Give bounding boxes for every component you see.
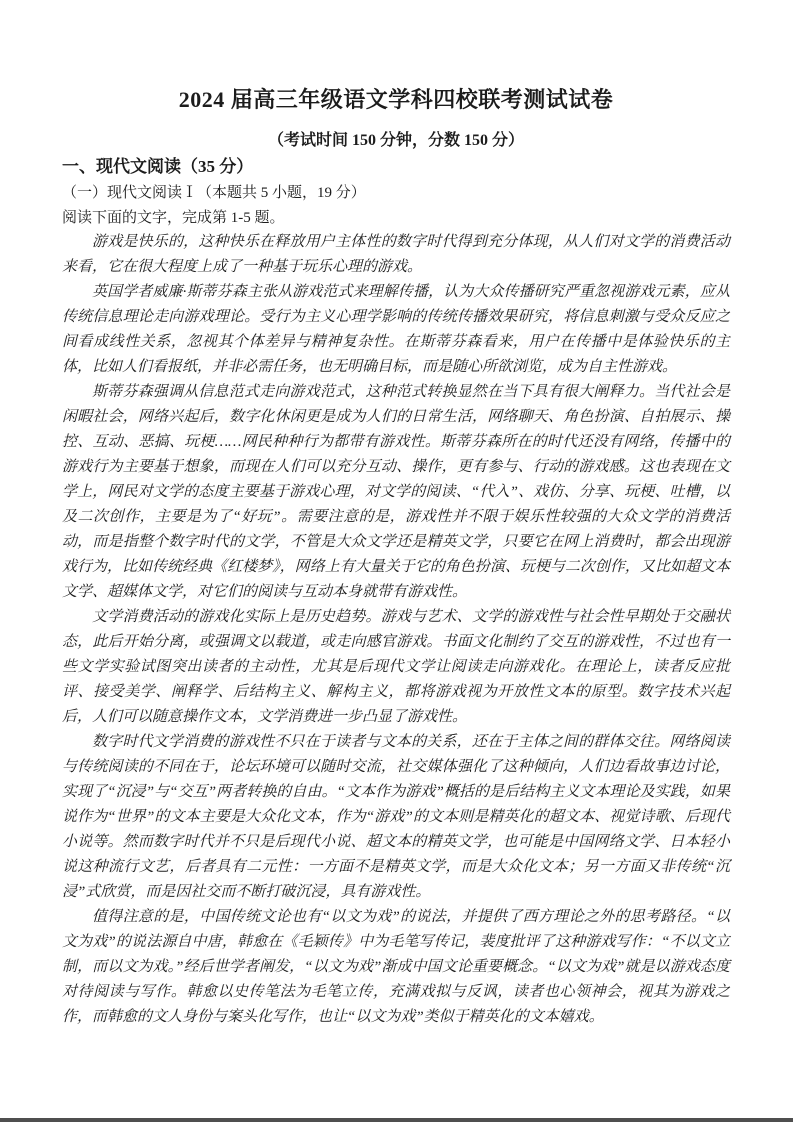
subsection-heading-reading-one: （一）现代文阅读Ⅰ（本题共 5 小题，19 分） <box>62 185 366 201</box>
article-paragraph: 斯蒂芬森强调从信息范式走向游戏范式，这种范式转换显然在当下具有很大阐释力。当代社会是闲暇社会，网络兴起后，数字化休闲更是成为人们的日常生活，网络聊天、角色扮演、自拍展示、操控、互动、恶搞、玩梗……网民种种行为都带有游戏性。斯蒂芬森所在的时代还没有网络，传播中的游戏行为主要基于想象，而现在人们可以充分互动、操作，更有参与、行动的游戏感。这也表现在文学上，网民对文学的态度主要基于游戏心理，对文学的阅读、“代入”、戏仿、分享、玩梗、吐槽，以及二次创作，主要是为了“好玩”。需要注意的是，游戏性并不限于娱乐性较强的大众文学的消费活动，而是指整个数字时代的文学，不管是大众文学还是精英文学，只要它在网上消费时，都会出现游戏行为，比如传统经典《红楼梦》，网络上有大量关于它的角色扮演、玩梗与二次创作，又比如超文本文学、超媒体文学，对它们的阅读与互动本身就带有游戏性。 <box>62 384 730 600</box>
article-paragraph: 数字时代文学消费的游戏性不只在于读者与文本的关系，还在于主体之间的群体交往。网络阅读与传统阅读的不同在于，论坛环境可以随时交流，社交媒体强化了这种倾向，人们边看故事边讨论，实现了“沉浸”与“交互”两者转换的自由。“文本作为游戏”概括的是后结构主义文本理论及实践，如果说作为“世界”的文本主要是大众化文本，作为“游戏”的文本则是精英化的超文本、视觉诗歌、后现代小说等。然而数字时代并不只是后现代小说、超文本的精英文学，也可能是中国网络文学、日本轻小说这种流行文艺，后者具有二元性：一方面不是精英文学，而是大众化文本；另一方面又非传统“沉浸”式欣赏，而是因社交而不断打破沉浸，具有游戏性。 <box>62 734 730 900</box>
section-heading-modern-reading: 一、现代文阅读（35 分） <box>62 157 254 176</box>
article-paragraph: 文学消费活动的游戏化实际上是历史趋势。游戏与艺术、文学的游戏性与社会性早期处于交融状态，此后开始分离，或强调文以载道，或走向感官游戏。书面文化制约了交互的游戏性，不过也有一些文学实验试图突出读者的主动性，尤其是后现代文学让阅读走向游戏化。在理论上，读者反应批评、接受美学、阐释学、后结构主义、解构主义，都将游戏视为开放性文本的原型。数字技术兴起后，人们可以随意操作文本，文学消费进一步凸显了游戏性。 <box>62 609 730 725</box>
window-bottom-edge <box>0 1118 793 1122</box>
exam-paper-content <box>62 86 730 1030</box>
exam-time-score-info: （考试时间 150 分钟，分数 150 分） <box>267 132 524 149</box>
page-title: 2024 届高三年级语文学科四校联考测试试卷 <box>178 87 614 112</box>
article-paragraph: 游戏是快乐的，这种快乐在释放用户主体性的数字时代得到充分体现，从人们对文学的消费活动来看，它在很大程度上成了一种基于玩乐心理的游戏。 <box>62 234 730 275</box>
article-paragraph: 英国学者威廉·斯蒂芬森主张从游戏范式来理解传播，认为大众传播研究严重忽视游戏元素，应从传统信息理论走向游戏理论。受行为主义心理学影响的传统传播效果研究，将信息刺激与受众反应之间看成线性关系，忽视其个体差异与精神复杂性。在斯蒂芬森看来，用户在传播中是体验快乐的主体，比如人们看报纸，并非必需任务，也无明确目标，而是随心所欲浏览，成为自主性游戏。 <box>62 284 730 375</box>
reading-instruction: 阅读下面的文字，完成第 1-5 题。 <box>62 210 285 226</box>
article-body <box>62 230 730 1030</box>
article-paragraph: 值得注意的是，中国传统文论也有“以文为戏”的说法，并提供了西方理论之外的思考路径。“以文为戏”的说法源自中唐，韩愈在《毛颖传》中为毛笔写传记，裴度批评了这种游戏写作：“不以文立制，而以文为戏。”经后世学者阐发，“以文为戏”渐成中国文论重要概念。“以文为戏”就是以游戏态度对待阅读与写作。韩愈以史传笔法为毛笔立传，充满戏拟与反讽，读者也心领神会，视其为游戏之作，而韩愈的文人身份与案头化写作，也让“以文为戏”类似于精英化的文本嬉戏。 <box>62 909 730 1025</box>
